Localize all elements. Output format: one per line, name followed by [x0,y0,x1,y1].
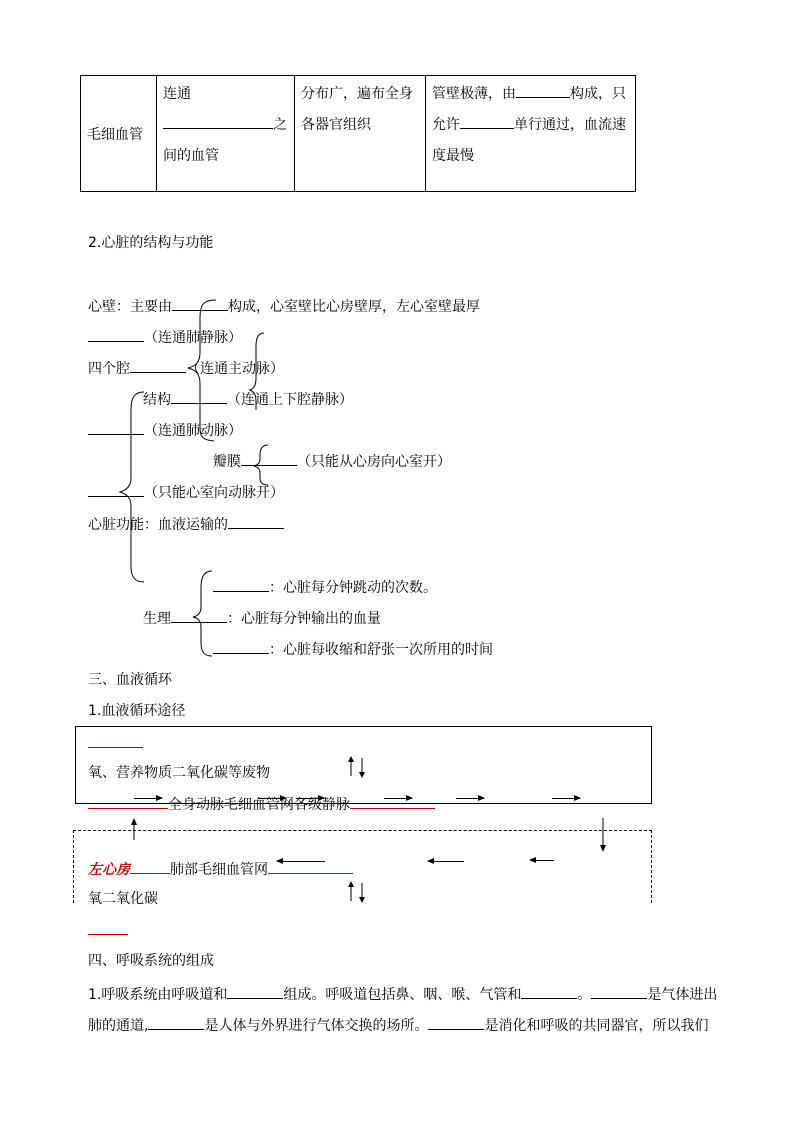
heart-function-line: 心脏功能：血液运输的 [88,514,284,534]
respiration-paragraph-line-2: 肺的通道, 是人体与外界进行气体交换的场所。 是消化和呼吸的共同器官，所以我们 [88,1015,708,1035]
arrow-left-icon [530,860,554,861]
blank[interactable] [88,920,128,935]
arrow-right-icon [552,798,580,799]
left-atrium-label: 左心房 [88,862,130,878]
blank[interactable] [521,984,577,999]
blank[interactable] [428,1015,484,1030]
systemic-exchange-label: 氧、营养物质二氧化碳等废物 [88,765,270,781]
arrow-right-icon [134,798,162,799]
row-header: 毛细血管 [87,126,143,143]
feature-line-3: 度最慢 [432,148,474,164]
chamber-line-2: 四个腔 （连通主动脉） [88,358,284,378]
valve-line-1: 瓣膜 （只能从心房向心室开） [213,451,451,471]
arrow-right-icon [456,798,484,799]
physiology-line-3: ：心脏每收缩和舒张一次所用的时间 [213,639,493,659]
arrow-left-icon [277,861,325,862]
heart-section-title: 2.心脏的结构与功能 [88,235,214,251]
physiology-line-1: ：心脏每分钟跳动的次数。 [213,577,437,597]
systemic-path-line: 全身动脉毛细血管网各级静脉 [88,794,435,814]
circulation-section-title: 三、血液循环 [88,672,172,688]
blank[interactable] [227,984,283,999]
physiology-brace [193,571,212,656]
respiration-section-title: 四、呼吸系统的组成 [88,953,214,969]
chamber-brace-right [250,333,264,410]
physiology-line-2: 生理 ：心脏每分钟输出的血量 [143,608,381,628]
circulation-path-title: 1.血液循环途径 [88,703,186,719]
valve-brace [254,445,268,485]
respiration-paragraph-line-1: 1.呼吸系统由呼吸道和 组成。呼吸道包括鼻、咽、喉、气管和 。 是气体进出 [88,984,717,1004]
pulmonary-exchange-label: 氧二氧化碳 [88,891,158,907]
arrow-right-icon [258,798,286,799]
distribution-line-2: 各器官组织 [301,117,371,133]
structure-brace [120,392,144,582]
blank[interactable] [591,984,647,999]
arrow-right-icon [296,798,324,799]
arrow-right-icon [384,798,412,799]
feature-line-2: 允许 单行通过，血流速 [432,110,629,141]
arrow-up-icon [128,818,140,840]
distribution-line-1: 分布广，遍布全身 [301,86,413,102]
chamber-line-1: （连通肺静脉） [88,327,242,347]
chamber-line-4: （连通肺动脉） [88,420,242,440]
pulmonary-exchange-arrows [344,880,370,904]
feature-line-1: 管壁极薄，由 构成，只 [432,79,629,110]
blank[interactable] [88,733,143,748]
chamber-brace [188,300,216,441]
connect-line-3: 间的血管 [163,148,219,164]
heart-wall-line: 心壁：主要由 构成，心室壁比心房壁厚，左心室壁最厚 [88,296,480,316]
blank[interactable] [130,859,170,874]
arrow-left-icon [428,861,464,862]
connect-line-1: 连通 [163,86,191,102]
blank[interactable] [148,1015,204,1030]
valve-line-2: （只能心室向动脉开） [88,482,284,502]
chamber-line-3: 结构 （连通上下腔静脉） [143,389,353,409]
systemic-exchange-arrows [344,755,370,779]
arrow-down-icon [597,818,609,852]
pulmonary-path-line: 左心房 肺部毛细血管网 [88,859,353,879]
blank[interactable] [350,794,435,809]
connect-line-2: 之 [163,110,288,141]
